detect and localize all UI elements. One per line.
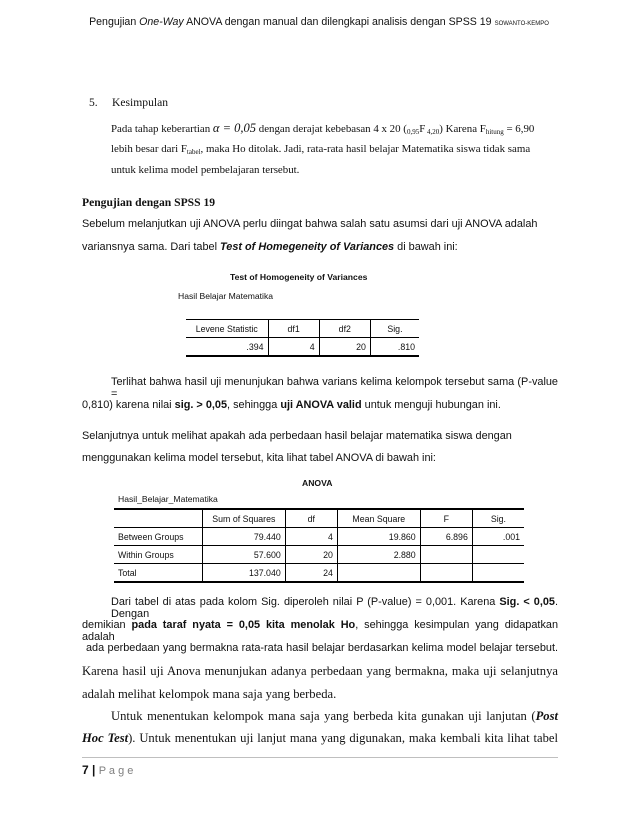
anova-header-blank bbox=[114, 509, 202, 528]
footer-divider bbox=[82, 757, 558, 758]
para4-line-5: adalah melihat kelompok mana saja yang berbeda. bbox=[82, 687, 337, 701]
header-title-a: Pengujian bbox=[89, 16, 140, 28]
anova-table bbox=[114, 508, 524, 583]
cell-df2: 20 bbox=[319, 338, 370, 357]
para4-line-1: Dari tabel di atas pada kolom Sig. diperoleh nilai P (P-value) = 0,001. Karena Sig. < 0,05. Dengan bbox=[111, 596, 559, 620]
homogeneity-term: Test of Homegeneity of Variances bbox=[220, 241, 395, 253]
header-sig: Sig. bbox=[387, 323, 403, 334]
header-df2: df2 bbox=[319, 320, 370, 338]
spss-paragraph-line-1: Sebelum melanjutkan uji ANOVA perlu diingat bahwa salah satu asumsi dari uji ANOVA adalah bbox=[82, 218, 538, 230]
anova-header-ss: Sum of Squares bbox=[202, 509, 285, 528]
para4-line-2: demikian pada taraf nyata = 0,05 kita menolak Ho, sehingga kesimpulan yang didapatkan adalah bbox=[82, 619, 558, 643]
anova-table-title: ANOVA bbox=[302, 478, 333, 488]
header-levene: Levene Statistic bbox=[186, 320, 268, 338]
anova-table-subtitle: Hasil_Belajar_Matematika bbox=[118, 494, 218, 504]
page-label: P a g e bbox=[98, 765, 134, 777]
page-header bbox=[0, 16, 638, 28]
homogeneity-data-row bbox=[186, 338, 419, 357]
para4-line-3: ada perbedaan yang bermakna rata-rata hasil belajar berdasarkan kelima model belajar tersebut. bbox=[86, 642, 558, 654]
homogeneity-header-row bbox=[186, 320, 419, 338]
kesimpulan-line-1: Pada tahap keberartian α = 0,05 dengan derajat kebebasan 4 x 20 ($_{0,95}F$ $_{4,20}$) Karena $F_{hitung} = 6,90$ bbox=[111, 121, 535, 136]
para4-line-4: Karena hasil uji Anova menunjukan adanya perbedaan yang bermakna, maka uji selanjutnya bbox=[82, 664, 558, 678]
page-separator: | bbox=[92, 763, 96, 777]
anova-row-between: Between Groups 79.440 4 19.860 6.896 .001 bbox=[114, 528, 524, 546]
para2-line-1: Terlihat bahwa hasil uji menunjukan bahwa varians kelima kelompok tersebut sama (P-value = bbox=[111, 376, 558, 400]
anova-header-row bbox=[114, 509, 524, 528]
page-footer bbox=[82, 763, 133, 777]
anova-row-total: Total 137.040 24 bbox=[114, 564, 524, 583]
para5-line-1: Untuk menentukan kelompok mana saja yang berbeda kita gunakan uji lanjutan (Post bbox=[111, 709, 558, 723]
anova-header-ms: Mean Square bbox=[337, 509, 420, 528]
section-number: 5. bbox=[89, 96, 98, 109]
homogeneity-table bbox=[186, 319, 419, 357]
page-number: 7 bbox=[82, 763, 89, 777]
para5-line-2: Hoc Test). Untuk menentukan uji lanjut mana yang digunakan, maka kembali kita lihat tabel bbox=[82, 731, 558, 745]
spss-heading: Pengujian dengan SPSS 19 bbox=[82, 196, 216, 209]
cell-levene: .394 bbox=[186, 338, 268, 357]
header-author: SOWANTO-KEMPO bbox=[494, 21, 549, 27]
header-title-b: ANOVA dengan manual dan dilengkapi analisis dengan SPSS 19 bbox=[183, 16, 492, 28]
cell-df1: 4 bbox=[268, 338, 319, 357]
header-df1: df1 bbox=[268, 320, 319, 338]
cell-sig: .810 bbox=[397, 341, 415, 352]
para2-line-2: 0,810) karena nilai sig. > 0,05, sehingga uji ANOVA valid untuk menguji hubungan ini. bbox=[82, 399, 501, 411]
header-title-italic: One-Way bbox=[139, 16, 184, 28]
alpha-value: α = 0,05 bbox=[212, 121, 257, 135]
homogeneity-table-title: Test of Homogeneity of Variances bbox=[230, 272, 368, 282]
spss-paragraph-line-2: variansnya sama. Dari tabel Test of Homegeneity of Variances di bawah ini: bbox=[82, 241, 458, 253]
anova-header-sig: Sig. bbox=[490, 513, 506, 524]
para3-line-2: menggunakan kelima model tersebut, kita lihat tabel ANOVA di bawah ini: bbox=[82, 452, 436, 464]
homogeneity-table-subtitle: Hasil Belajar Matematika bbox=[178, 291, 274, 301]
anova-header-df: df bbox=[285, 509, 337, 528]
anova-header-f: F bbox=[420, 509, 472, 528]
kesimpulan-line-2: lebih besar dari $F_{tabel}$, maka Ho ditolak. Jadi, rata-rata hasil belajar Matematika siswa tidak sama bbox=[111, 143, 531, 156]
anova-row-within: Within Groups 57.600 20 2.880 bbox=[114, 546, 524, 564]
section-heading: Kesimpulan bbox=[112, 96, 169, 109]
para3-line-1: Selanjutnya untuk melihat apakah ada perbedaan hasil belajar matematika siswa dengan bbox=[82, 430, 512, 442]
kesimpulan-line-3: untuk kelima model pembelajaran tersebut. bbox=[111, 164, 300, 176]
